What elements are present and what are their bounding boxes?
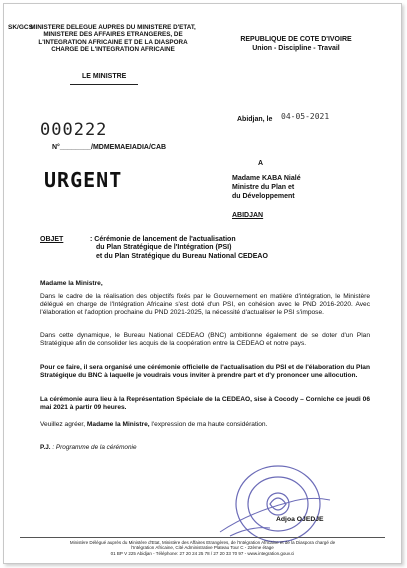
letter-code: SK/GCS — [8, 24, 33, 31]
reference-number: 000222 — [40, 120, 108, 140]
recipient-name: Madame KABA Nialé — [232, 175, 301, 182]
minister-title: LE MINISTRE — [82, 73, 127, 80]
attachment-note — [40, 444, 137, 451]
official-seal-stamp — [200, 454, 350, 544]
closing-suffix: l'expression de ma haute considération. — [149, 421, 268, 428]
recipient-prefix: A — [258, 160, 264, 167]
header-divider — [70, 84, 138, 85]
ministry-header — [28, 24, 198, 54]
body-paragraph: Dans cette dynamique, le Bureau National CEDEAO (BNC) ambitionne également de se doter d'un Plan Stratégique afin de consolider les acquis de la coopération entre la CEDEAO et notre pays. — [40, 332, 370, 348]
ministry-line: MINISTERE DES AFFAIRES ETRANGERES, DE — [43, 31, 183, 39]
body-paragraph: Dans le cadre de la réalisation des objectifs fixés par le Gouvernement en matière d'intégration, le Ministère délégué en charge de l'Intégration Africaine s'est doté d'un PSI, en cohésion avec le PND 2016-2020. Avec l'élaboration et l'adoption prochaine du PND 2021-2025, la nécessité d'actualiser le PSI s'impose. — [40, 293, 370, 317]
attachment-text: : Programme de la cérémonie — [52, 444, 137, 451]
object-line: du Plan Stratégique de l'Intégration (PSI) — [96, 244, 232, 252]
closing-formula — [40, 421, 370, 429]
footer-line: Ministère Délégué auprès du Ministère d'Etat, Ministère des Affaires Etrangères, de l'Intégration Africaine et de la Diaspora chargé de — [69, 540, 336, 545]
reference-line: N°________/MDMEMAEIADIA/CAB — [52, 144, 167, 151]
recipient-city: ABIDJAN — [232, 212, 264, 219]
ministry-line: CHARGE DE L'INTEGRATION AFRICAINE — [51, 46, 175, 54]
republic-header — [226, 35, 366, 53]
recipient-block — [232, 174, 372, 201]
letter-footer — [20, 537, 385, 556]
salutation: Madame la Ministre, — [40, 280, 103, 287]
recipient-title-line: Ministre du Plan et — [232, 184, 295, 191]
place-label: Abidjan, le — [237, 116, 273, 123]
attachment-label: P.J. — [40, 444, 51, 451]
body-paragraph-venue: La cérémonie aura lieu à la Représentation Spéciale de la CEDEAO, sise à Cocody – Corniche ce jeudi 06 mai 2021 à partir 09 heures. — [40, 396, 370, 412]
closing-bold: Madame la Ministre, — [86, 421, 150, 428]
republic-name: REPUBLIQUE DE COTE D'IVOIRE — [240, 36, 352, 43]
object-label-text: OBJET — [40, 236, 64, 243]
closing-prefix: Veuillez agréer, — [40, 421, 87, 428]
ministry-line: L'INTEGRATION AFRICAINE ET DE LA DIASPORA — [38, 38, 188, 46]
signer-name: Adjoa OJEDJE — [276, 516, 324, 523]
body-paragraph-invitation: Pour ce faire, il sera organisé une cérémonie officielle de l'actualisation du PSI et de l'élaboration du Plan Stratégique du BNC à laquelle je voudrais vous inviter à prendre part et d'y prononcer une allocution. — [40, 364, 370, 380]
footer-line: l'Intégration Africaine, Cité Administrative Plateau Tour C - 22ème étage — [131, 545, 274, 551]
object-line: et du Plan Stratégique du Bureau National CEDEAO — [96, 252, 268, 260]
object-line: : Cérémonie de lancement de l'actualisation — [90, 236, 236, 243]
urgent-stamp: URGENT — [44, 168, 123, 192]
object-text — [90, 236, 330, 261]
footer-line: 01 BP V 225 Abidjan - Téléphone: 27 20 24 25 78 / 27 20 33 70 97 - www.integration.gouv.ci — [110, 550, 295, 556]
date-stamp: 04-05-2021 — [281, 112, 330, 121]
object-label — [40, 236, 63, 245]
ministry-line: MINISTERE DELEGUE AUPRES DU MINISTERE D'ETAT, — [30, 24, 196, 31]
republic-motto: Union - Discipline - Travail — [252, 45, 340, 52]
recipient-title-line: du Développement — [232, 193, 295, 200]
